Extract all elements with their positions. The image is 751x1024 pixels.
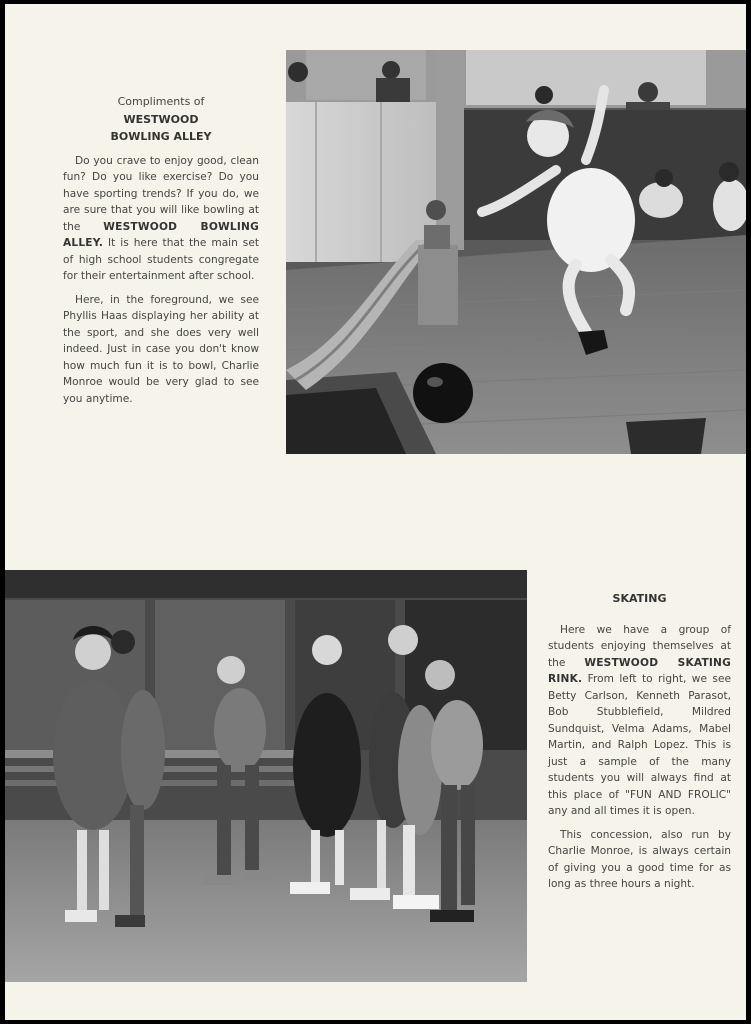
skating-para1-text-b: From left to right, we see Betty Carlson, Kenneth Parasot, Bob Stubblefield, Mildred Sundquist, Velma Adams, Mabel Martin, and Ralph Lopez. This is just a sample of the many students you will always find at this place of "FUN AND FROLIC" any and all times it is open. xyxy=(548,673,731,817)
yearbook-page xyxy=(5,4,746,1020)
skating-caption xyxy=(548,591,731,893)
bowling-title xyxy=(63,111,259,145)
skating-title: SKATING xyxy=(612,592,667,605)
bowling-para1-text-a: Do you crave to enjoy good, clean fun? Do you like exercise? Do you have sporting trends? If you do, we are sure that you will like bowling at the xyxy=(63,154,259,233)
bowling-photo xyxy=(286,50,746,454)
bowling-caption xyxy=(63,94,259,407)
skating-para1-bold: WESTWOOD SKATING RINK. xyxy=(548,656,731,685)
bowling-paragraph-2: Here, in the foreground, we see Phyllis Haas displaying her ability at the sport, and she does very well indeed. Just in case you don't know how much fun it is to bowl, Charlie Monroe would be very glad to see you anytime. xyxy=(63,293,259,405)
bowling-compliments-line: Compliments of xyxy=(117,95,205,108)
bowling-para1-text-b: It is here that the main set of high school students congregate for their entertainment after school. xyxy=(63,237,259,282)
skating-para1-text-a: Here we have a group of students enjoying themselves at the xyxy=(548,623,731,669)
bowling-paragraph-1 xyxy=(63,153,259,285)
bowling-title-line1: WESTWOOD xyxy=(123,112,199,126)
skating-photo-image xyxy=(5,570,527,982)
skating-paragraph-1 xyxy=(548,622,731,820)
skating-paragraph-2: This concession, also run by Charlie Monroe, is always certain of giving you a good time for as long as three hours a night. xyxy=(548,828,731,890)
bowling-para1-bold: WESTWOOD BOWLING ALLEY. xyxy=(63,220,259,249)
bowling-title-line2: BOWLING ALLEY xyxy=(110,129,212,143)
bowling-photo-image xyxy=(286,50,746,454)
skating-photo xyxy=(5,570,527,982)
